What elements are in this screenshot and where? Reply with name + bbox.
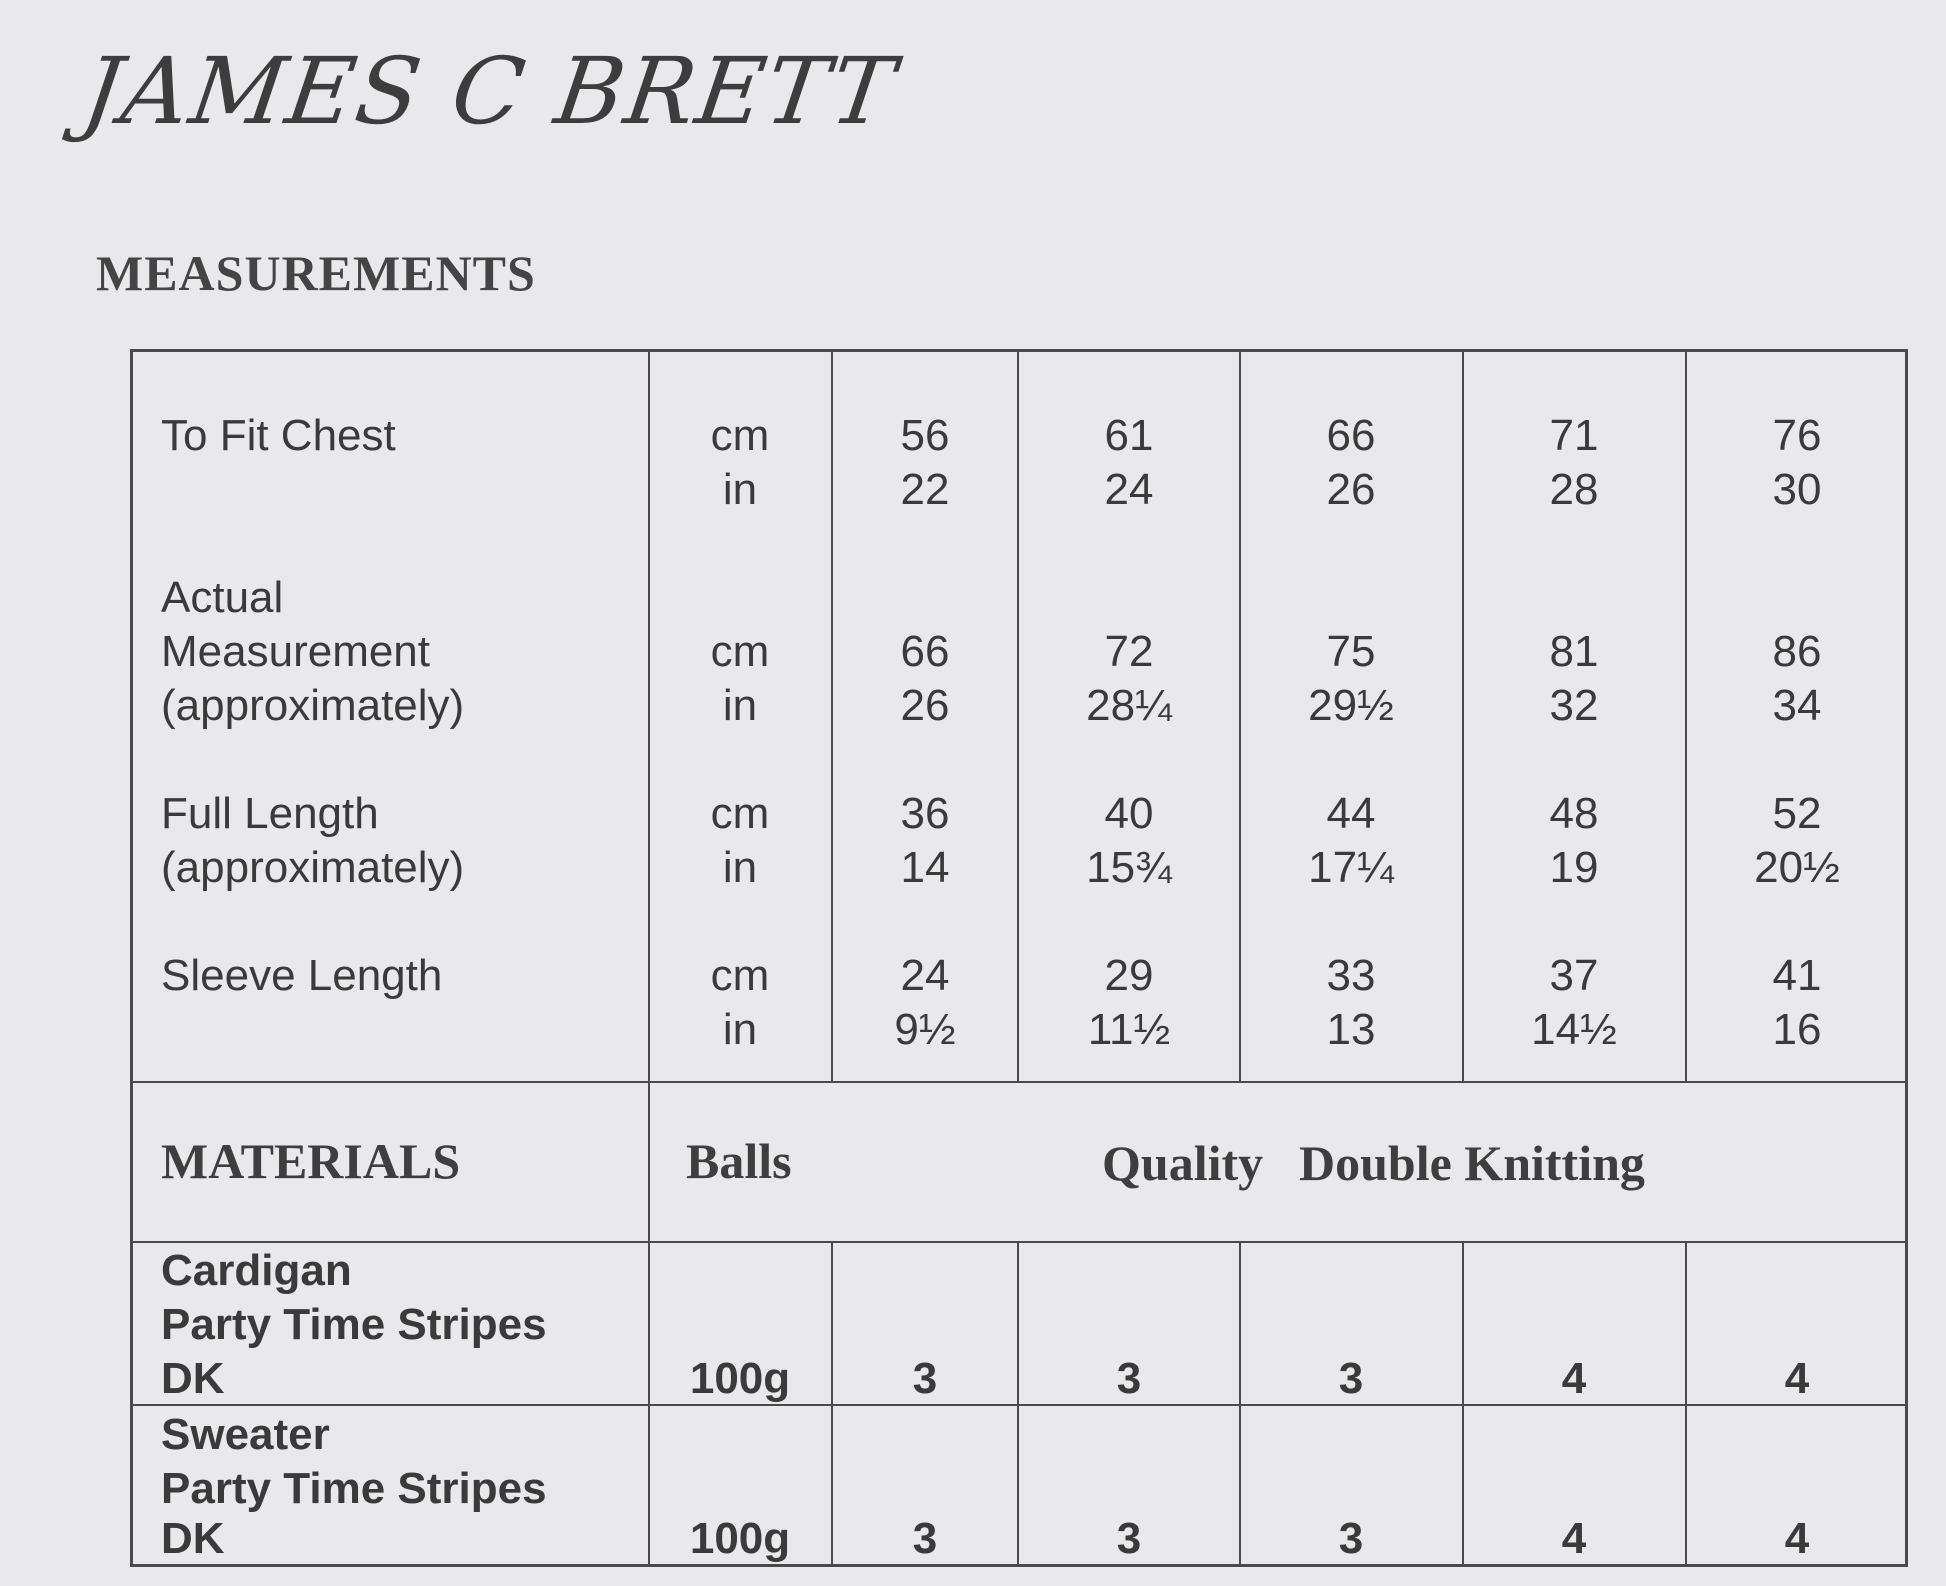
table-divider (1017, 1242, 1019, 1564)
unit-label: in (722, 681, 758, 730)
cell-value: 66 (1326, 411, 1376, 460)
cell-value: 13 (1326, 1005, 1376, 1054)
unit-label: in (722, 465, 758, 514)
table-divider (1685, 352, 1687, 1083)
unit-label: in (722, 1005, 758, 1054)
table-divider (831, 352, 833, 1083)
cell-value: 22 (900, 465, 950, 514)
unit-label: in (722, 843, 758, 892)
material-name: Sweater (161, 1410, 330, 1459)
row-label: (approximately) (161, 843, 465, 892)
table-divider (133, 1241, 1905, 1243)
ball-count: 4 (1784, 1514, 1810, 1563)
cell-value: 15¾ (1086, 843, 1172, 892)
cell-value: 72 (1104, 627, 1154, 676)
table-divider (1017, 352, 1019, 1083)
ball-count: 3 (1116, 1514, 1142, 1563)
row-label: Sleeve Length (161, 951, 443, 1000)
table-divider (1685, 1242, 1687, 1564)
cell-value: 28 (1549, 465, 1599, 514)
cell-value: 71 (1549, 411, 1599, 460)
cell-value: 75 (1326, 627, 1376, 676)
cell-value: 19 (1549, 843, 1599, 892)
material-name: Party Time Stripes (161, 1464, 547, 1513)
brand-logo-text: JAMES C BRETT (76, 38, 903, 145)
unit-label: cm (710, 789, 770, 838)
cell-value: 14 (900, 843, 950, 892)
cell-value: 20½ (1754, 843, 1840, 892)
table-divider (1462, 352, 1464, 1083)
cell-value: 52 (1772, 789, 1822, 838)
row-label: (approximately) (161, 681, 465, 730)
balls-label: Balls (686, 1133, 792, 1189)
material-name: DK (161, 1514, 225, 1563)
cell-value: 30 (1772, 465, 1822, 514)
cell-value: 26 (1326, 465, 1376, 514)
row-label: Full Length (161, 789, 379, 838)
cell-value: 76 (1772, 411, 1822, 460)
cell-value: 41 (1772, 951, 1822, 1000)
cell-value: 28¼ (1086, 681, 1172, 730)
unit-label: cm (710, 951, 770, 1000)
ball-count: 4 (1561, 1514, 1587, 1563)
ball-count: 4 (1784, 1354, 1810, 1403)
cell-value: 34 (1772, 681, 1822, 730)
ball-count: 3 (1338, 1514, 1364, 1563)
cell-value: 66 (900, 627, 950, 676)
quality-label: Quality (1102, 1135, 1264, 1191)
material-name: Party Time Stripes (161, 1300, 547, 1349)
cell-value: 29½ (1308, 681, 1394, 730)
section-title: MEASUREMENTS (96, 245, 536, 301)
cell-value: 48 (1549, 789, 1599, 838)
cell-value: 24 (1104, 465, 1154, 514)
cell-value: 81 (1549, 627, 1599, 676)
ball-count: 3 (1116, 1354, 1142, 1403)
measurements-table (130, 349, 1908, 1567)
cell-value: 24 (900, 951, 950, 1000)
table-divider (1239, 1242, 1241, 1564)
cell-value: 44 (1326, 789, 1376, 838)
material-name: Cardigan (161, 1246, 352, 1295)
cell-value: 16 (1772, 1005, 1822, 1054)
materials-heading: MATERIALS (161, 1133, 461, 1189)
ball-weight: 100g (689, 1514, 791, 1563)
unit-label: cm (710, 627, 770, 676)
row-label: To Fit Chest (161, 411, 396, 460)
cell-value: 36 (900, 789, 950, 838)
cell-value: 32 (1549, 681, 1599, 730)
unit-label: cm (710, 411, 770, 460)
cell-value: 86 (1772, 627, 1822, 676)
cell-value: 37 (1549, 951, 1599, 1000)
ball-count: 3 (912, 1354, 938, 1403)
cell-value: 40 (1104, 789, 1154, 838)
cell-value: 17¼ (1308, 843, 1394, 892)
cell-value: 9½ (894, 1005, 956, 1054)
table-divider (133, 1081, 1905, 1083)
row-label: Actual (161, 573, 284, 622)
cell-value: 11½ (1087, 1005, 1171, 1054)
cell-value: 26 (900, 681, 950, 730)
cell-value: 33 (1326, 951, 1376, 1000)
quality-value: Double Knitting (1299, 1135, 1645, 1191)
ball-count: 4 (1561, 1354, 1587, 1403)
table-divider (1239, 352, 1241, 1083)
table-divider (648, 352, 650, 1564)
ball-count: 3 (912, 1514, 938, 1563)
row-label: Measurement (161, 627, 431, 676)
cell-value: 56 (900, 411, 950, 460)
cell-value: 61 (1104, 411, 1154, 460)
table-divider (133, 1404, 1905, 1406)
cell-value: 29 (1104, 951, 1154, 1000)
cell-value: 14½ (1531, 1005, 1617, 1054)
ball-weight: 100g (689, 1354, 791, 1403)
material-name: DK (161, 1354, 225, 1403)
table-divider (1462, 1242, 1464, 1564)
ball-count: 3 (1338, 1354, 1364, 1403)
table-divider (831, 1242, 833, 1564)
